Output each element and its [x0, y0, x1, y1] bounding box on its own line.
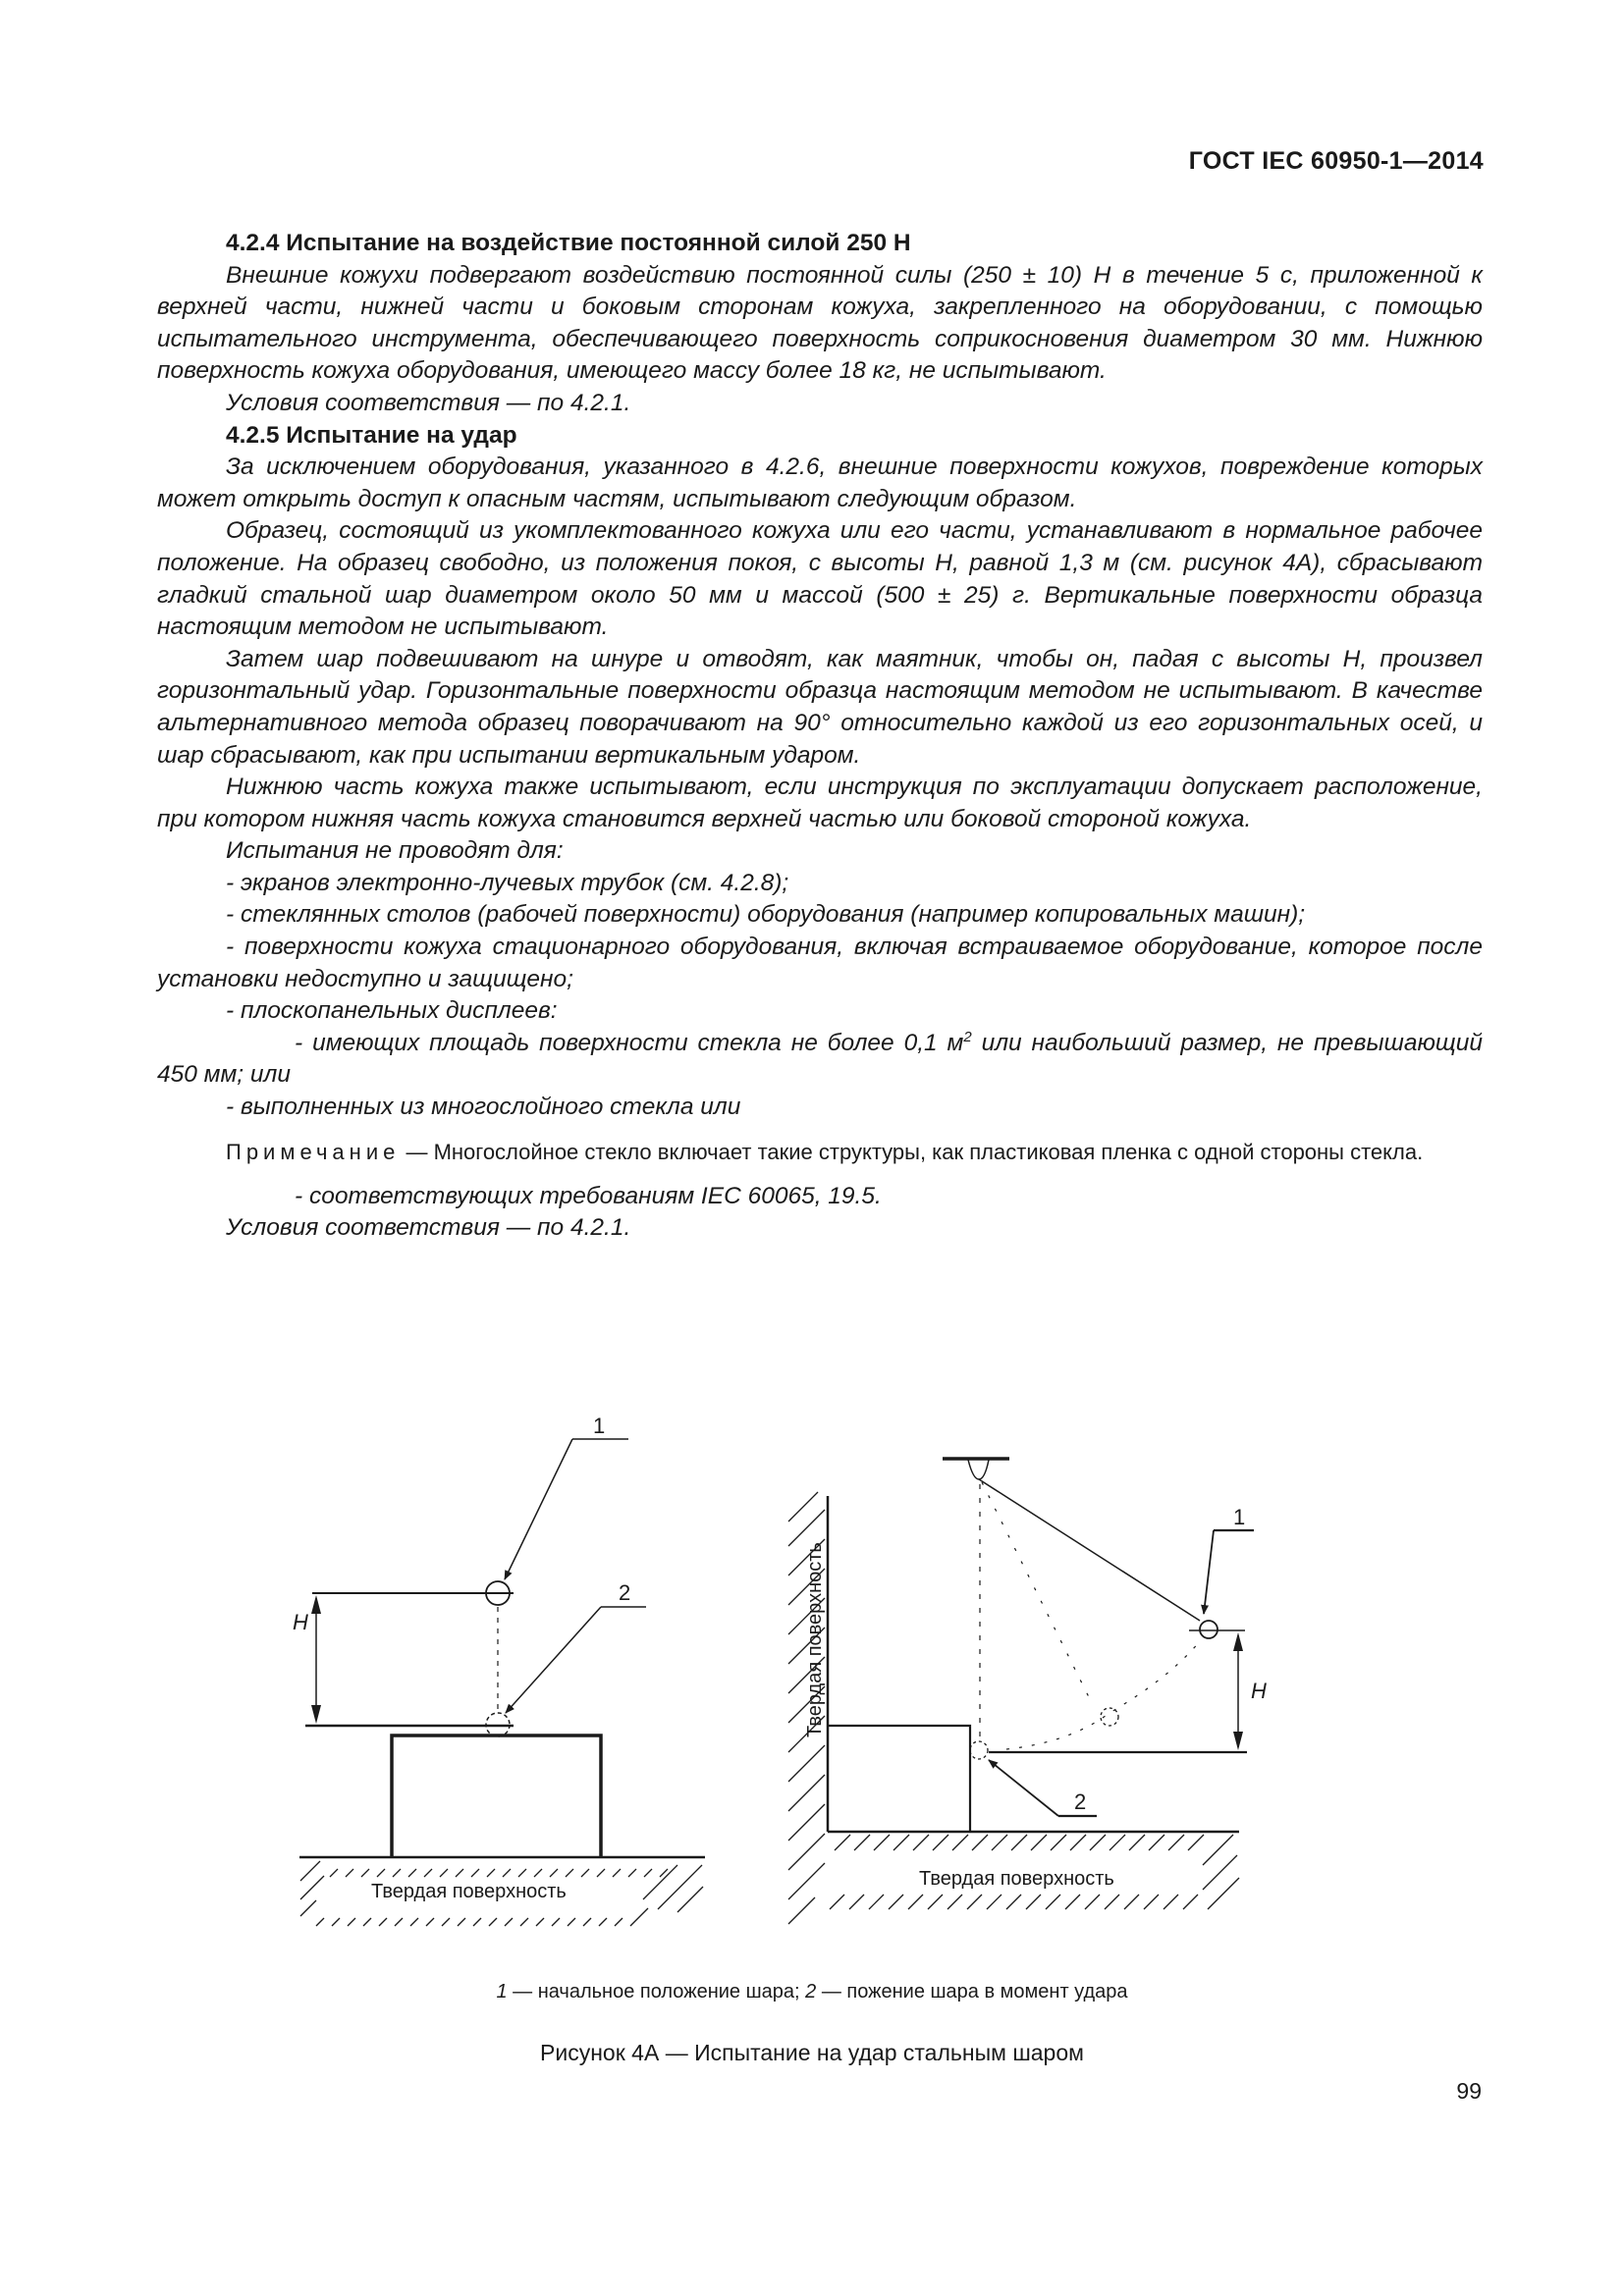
- ground-label: Твердая поверхность: [371, 1881, 567, 1902]
- section-4-2-5-compliance: Условия соответствия — по 4.2.1.: [226, 1214, 631, 1242]
- exclusion-item: - стеклянных столов (рабочей поверхности) оборудования (например копировальных машин);: [226, 901, 1306, 929]
- pendulum-ball-impact: [970, 1741, 988, 1759]
- figure-4a-diagram: [0, 1374, 1624, 1983]
- page-number: 99: [1456, 2078, 1482, 2104]
- pendulum-ball-initial: [1200, 1621, 1218, 1638]
- exclusion-item: - экранов электронно-лучевых трубок (см. 4.2.8);: [226, 869, 789, 896]
- flat-panel-sub-item-iec: - соответствующих требованиям IEC 60065, 19.5.: [295, 1182, 882, 1209]
- legend-num-2: 2: [805, 1981, 817, 2002]
- section-4-2-5-title: 4.2.5 Испытание на удар: [226, 421, 517, 449]
- flat-panel-sub-item-laminated: - выполненных из многослойного стекла или: [226, 1094, 741, 1121]
- section-4-2-4-paragraph: Внешние кожухи подвергают воздействию постоянной силы (250 ± 10) Н в течение 5 с, приложенной к верхней части, нижней части и боковым сторонам кожуха, закрепленного на оборудовании, с помощью испытательного инструмента, обеспечивающего поверхность соприкосновения диаметром 30 мм. Нижнюю поверхность кожуха оборудования, имеющего массу более 18 кг, не испытывают.: [157, 261, 1483, 385]
- wall-ground-label: Твердая поверхность: [804, 1542, 826, 1737]
- section-4-2-5-paragraph-2: Образец, состоящий из укомплектованного кожуха или его части, устанавливают в нормальное рабочее положение. На образец свободно, из положения покоя, с высоты Н, равной 1,3 м (см. рисунок 4А), сбрасывают гладкий стальной шар диаметром около 50 мм и массой (500 ± 25) г. Вертикальные поверхности образца настоящим методом не испытывают.: [157, 517, 1483, 641]
- body-text: [157, 228, 1483, 1245]
- section-4-2-5-paragraph-3: Затем шар подвешивают на шнуре и отводят, как маятник, чтобы он, падая с высоты Н, произвел горизонтальный удар. Горизонтальные поверхности образца настоящим методом не испытывают. В качестве альтернативного метода образец поворачивают на 90° относительно каждой из его горизонтальных осей, и шар сбрасывают, как при испытании вертикальным ударом.: [157, 645, 1483, 769]
- vertical-drop-diagram: [293, 1414, 705, 1926]
- section-4-2-5-paragraph-4: Нижнюю часть кожуха также испытывают, если инструкция по эксплуатации допускает расположение, при котором нижняя часть кожуха становится верхней частью или боковой стороной кожуха.: [157, 774, 1483, 832]
- section-4-2-5-paragraph-1: За исключением оборудования, указанного в 4.2.6, внешние поверхности кожухов, повреждение которых может открыть доступ к опасным частям, испытывают следующим образом.: [157, 454, 1483, 512]
- flat-panel-sub-item-area: [157, 1028, 1483, 1092]
- section-4-2-4-title: 4.2.4 Испытание на воздействие постоянной силой 250 Н: [226, 230, 911, 256]
- callout-label-1: 1: [1233, 1505, 1246, 1529]
- note-label: Примечание: [226, 1139, 401, 1164]
- legend-text-1: — начальное положение шара;: [507, 1981, 806, 2002]
- floor-ground-label: Твердая поверхность: [919, 1868, 1114, 1890]
- exclusion-item: - плоскопанельных дисплеев:: [226, 997, 558, 1025]
- pendulum-diagram: [788, 1459, 1267, 1924]
- document-id-header: ГОСТ IEC 60950-1—2014: [1188, 147, 1484, 175]
- superscript: 2: [963, 1028, 972, 1045]
- callout-label-2: 2: [619, 1580, 631, 1605]
- figure-legend: [0, 1981, 1624, 2003]
- height-dimension-label: H: [1251, 1679, 1267, 1703]
- section-4-2-4-compliance: Условия соответствия — по 4.2.1.: [226, 389, 631, 416]
- figure-caption: Рисунок 4А — Испытание на удар стальным шаром: [540, 2040, 1084, 2065]
- sub-item-text: или наибольший размер, не превышающий 450 мм; или: [157, 1029, 1483, 1089]
- height-dimension-label: H: [293, 1610, 308, 1634]
- note-text: — Многослойное стекло включает такие структуры, как пластиковая пленка с одной стороны стекла.: [400, 1139, 1424, 1164]
- callout-label-2: 2: [1074, 1789, 1087, 1814]
- legend-text-2: — пожение шара в момент удара: [816, 1981, 1128, 2002]
- sub-item-text: - имеющих площадь поверхности стекла не более 0,1 м: [295, 1029, 964, 1056]
- exclusion-item: - поверхности кожуха стационарного оборудования, включая встраиваемое оборудование, которое после установки недоступно и защищено;: [157, 934, 1483, 992]
- note: [157, 1138, 1483, 1167]
- callout-label-1: 1: [593, 1414, 606, 1438]
- exclusions-intro: Испытания не проводят для:: [226, 837, 564, 865]
- legend-num-1: 1: [496, 1981, 508, 2002]
